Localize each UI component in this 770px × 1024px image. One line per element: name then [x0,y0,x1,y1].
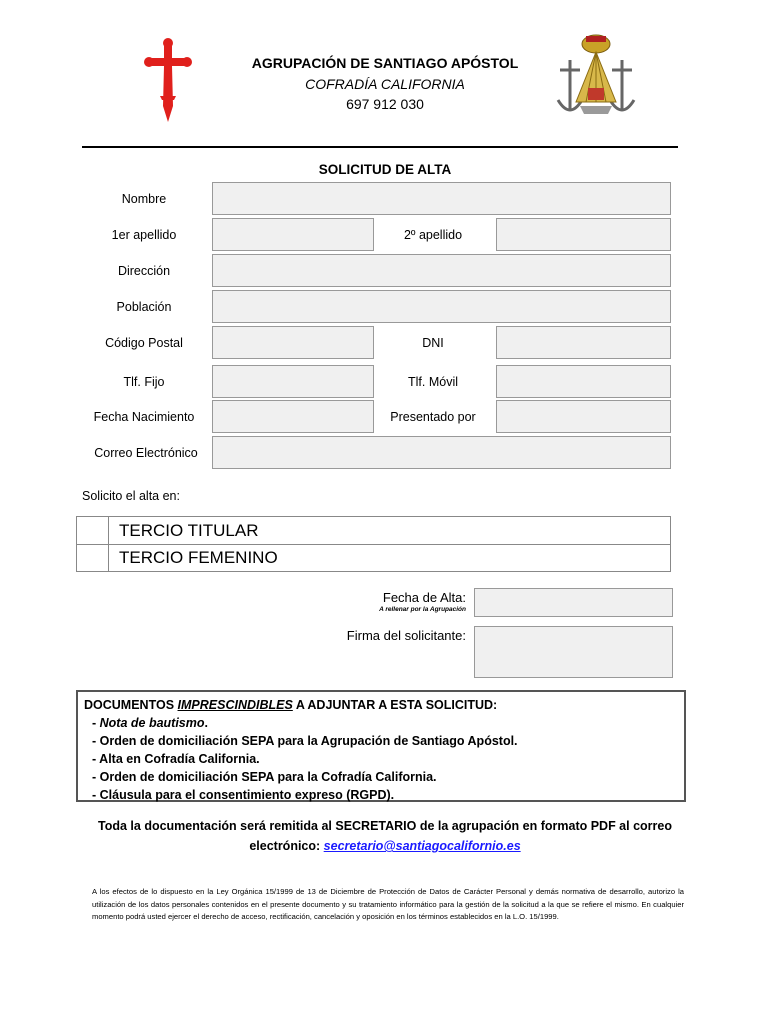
apellido2-field[interactable] [496,218,671,251]
submission-note [82,816,688,856]
firma-field[interactable] [474,626,673,678]
documents-box [76,690,686,802]
apellido1-label: 1er apellido [111,228,177,242]
nombre-field[interactable] [212,182,671,215]
tercio-titular-checkbox[interactable] [77,517,109,544]
tlf-movil-label: Tlf. Móvil [408,375,458,389]
document-item-baptism: Nota de bautismo [99,716,205,730]
org-name: AGRUPACIÓN DE SANTIAGO APÓSTOL [251,55,519,71]
direccion-field[interactable] [212,254,671,287]
firma-label: Firma del solicitante: [346,628,466,643]
poblacion-label: Población [116,300,172,314]
document-item: - Nota de bautismo. [92,716,208,730]
tlf-movil-field[interactable] [496,365,671,398]
tercio-femenino-label: TERCIO FEMENINO [119,548,278,567]
submission-text: Toda la documentación será remitida al SECRETARIO de la agrupación en formato PDF al correo electrónico: [98,819,672,853]
document-item: - Orden de domiciliación SEPA para la Cofradía California. [92,770,437,784]
correo-field[interactable] [212,436,671,469]
cp-field[interactable] [212,326,374,359]
secretary-email-link[interactable]: secretario@santiagocalifornio.es [323,839,521,853]
tlf-fijo-field[interactable] [212,365,374,398]
tlf-fijo-label: Tlf. Fijo [123,375,165,389]
documents-heading-em: IMPRESCINDIBLES [177,698,293,712]
documents-heading-post: A ADJUNTAR A ESTA SOLICITUD: [292,698,498,712]
tercio-femenino-checkbox[interactable] [77,544,109,571]
apellido1-field[interactable] [212,218,374,251]
header-divider [82,146,678,148]
fecha-nac-label: Fecha Nacimiento [93,410,195,424]
solicito-label: Solicito el alta en: [82,489,180,503]
tercio-table [76,516,671,572]
tercio-titular-label: TERCIO TITULAR [119,521,259,540]
fecha-alta-field[interactable] [474,588,673,617]
presentado-label: Presentado por [390,410,476,424]
documents-heading-pre: DOCUMENTOS [84,698,178,712]
correo-label: Correo Electrónico [94,446,198,460]
direccion-label: Dirección [117,264,171,278]
tercio-row [77,517,670,545]
fecha-alta-label: Fecha de Alta: [382,590,466,605]
legal-notice: A los efectos de lo dispuesto en la Ley Orgánica 15/1999 de 13 de Diciembre de Protección de Datos de Carácter Personal y demás normativa de desarrollo, autorizo la utilización de los datos personales contenidos en el presente documento y su tratamiento informático para la gestión de la solicitud a la que se refiere el mismo. En cualquier momento podrá usted ejercer el derecho de acceso, rectificación, cancelación y oposición en los términos establecidos en la L.O. 15/1999. [92,887,684,921]
dni-label: DNI [422,336,444,350]
document-item: - Orden de domiciliación SEPA para la Agrupación de Santiago Apóstol. [92,734,518,748]
documents-heading [84,696,678,714]
presentado-field[interactable] [496,400,671,433]
apellido2-label: 2º apellido [403,228,463,242]
poblacion-field[interactable] [212,290,671,323]
cofradia-name: COFRADÍA CALIFORNIA [305,76,465,92]
nombre-label: Nombre [121,192,167,206]
document-item: - Cláusula para el consentimiento expreso (RGPD). [92,788,395,802]
dni-field[interactable] [496,326,671,359]
phone-number: 697 912 030 [346,96,424,112]
fecha-alta-note: A rellenar por la Agrupación [379,606,466,613]
form-title: SOLICITUD DE ALTA [318,162,452,177]
tercio-row [77,544,670,571]
fecha-nac-field[interactable] [212,400,374,433]
document-item: - Alta en Cofradía California. [92,752,260,766]
cp-label: Código Postal [105,336,183,350]
